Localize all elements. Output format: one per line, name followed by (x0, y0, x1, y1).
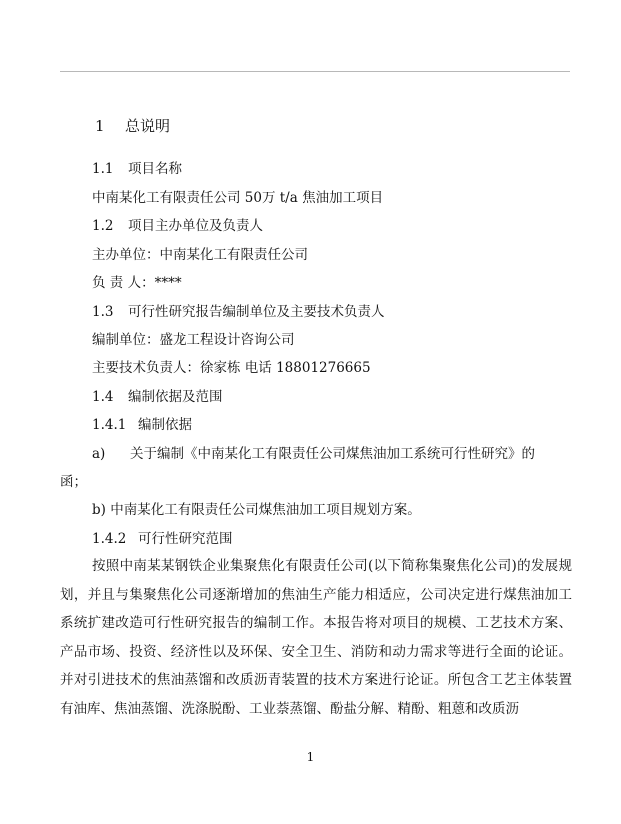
subsection-number: 1.4.1 (92, 417, 127, 433)
tech-lead: 主要技术负责人：徐家栋 电话 18801276665 (92, 360, 371, 376)
subsection-1-4-2 (92, 530, 233, 548)
basis-a-text: 关于编制《中南某化工有限责任公司煤焦油加工系统可行性研究》的 (130, 446, 535, 462)
subsection-title: 可行性研究范围 (138, 531, 233, 547)
compiler-unit: 编制单位：盛龙工程设计咨询公司 (92, 332, 295, 348)
subsection-title: 编制依据 (138, 417, 192, 433)
sponsor-unit: 主办单位：中南某化工有限责任公司 (92, 247, 308, 263)
section-title: 项目名称 (128, 161, 182, 177)
basis-item-a (92, 445, 535, 463)
chapter-heading (95, 117, 170, 135)
section-title: 可行性研究报告编制单位及主要技术负责人 (128, 304, 385, 320)
basis-item-b: b) 中南某化工有限责任公司煤焦油加工项目规划方案。 (92, 502, 421, 518)
section-title: 项目主办单位及负责人 (128, 218, 263, 234)
section-number: 1.1 (92, 161, 114, 177)
basis-a-label: a) (92, 446, 106, 462)
header-rule (60, 71, 570, 72)
subsection-number: 1.4.2 (92, 531, 127, 547)
section-number: 1.3 (92, 304, 114, 320)
subsection-1-4-1 (92, 416, 192, 434)
section-1-3 (92, 303, 385, 321)
page-number: 1 (306, 750, 315, 764)
project-name: 中南某化工有限责任公司 50万 t/a 焦油加工项目 (92, 190, 384, 206)
basis-a-continuation: 函； (60, 474, 87, 490)
section-number: 1.4 (92, 389, 114, 405)
section-1-4 (92, 388, 223, 406)
section-1-2 (92, 217, 263, 235)
chapter-title: 总说明 (125, 117, 171, 135)
chapter-number: 1 (95, 117, 105, 135)
sponsor-person: 负 责 人：**** (92, 275, 182, 291)
section-number: 1.2 (92, 218, 114, 234)
scope-paragraph: 按照中南某某钢铁企业集聚焦化有限责任公司(以下简称集聚焦化公司)的发展规划，并且与集聚焦化公司逐渐增加的焦油生产能力相适应，公司决定进行煤焦油加工系统扩建改造可行性研究报告的编制工作。本报告将对项目的规模、工艺技术方案、产品市场、投资、经济性以及环保、安全卫生、消防和动力需求等进行全面的论证。并对引进技术的焦油蒸馏和改质沥青装置的技术方案进行论证。所包含工艺主体装置有油库、焦油蒸馏、洗涤脱酚、工业萘蒸馏、酚盐分解、精酚、粗蒽和改质沥 (60, 558, 572, 717)
section-title: 编制依据及范围 (128, 389, 223, 405)
section-1-1 (92, 160, 182, 178)
